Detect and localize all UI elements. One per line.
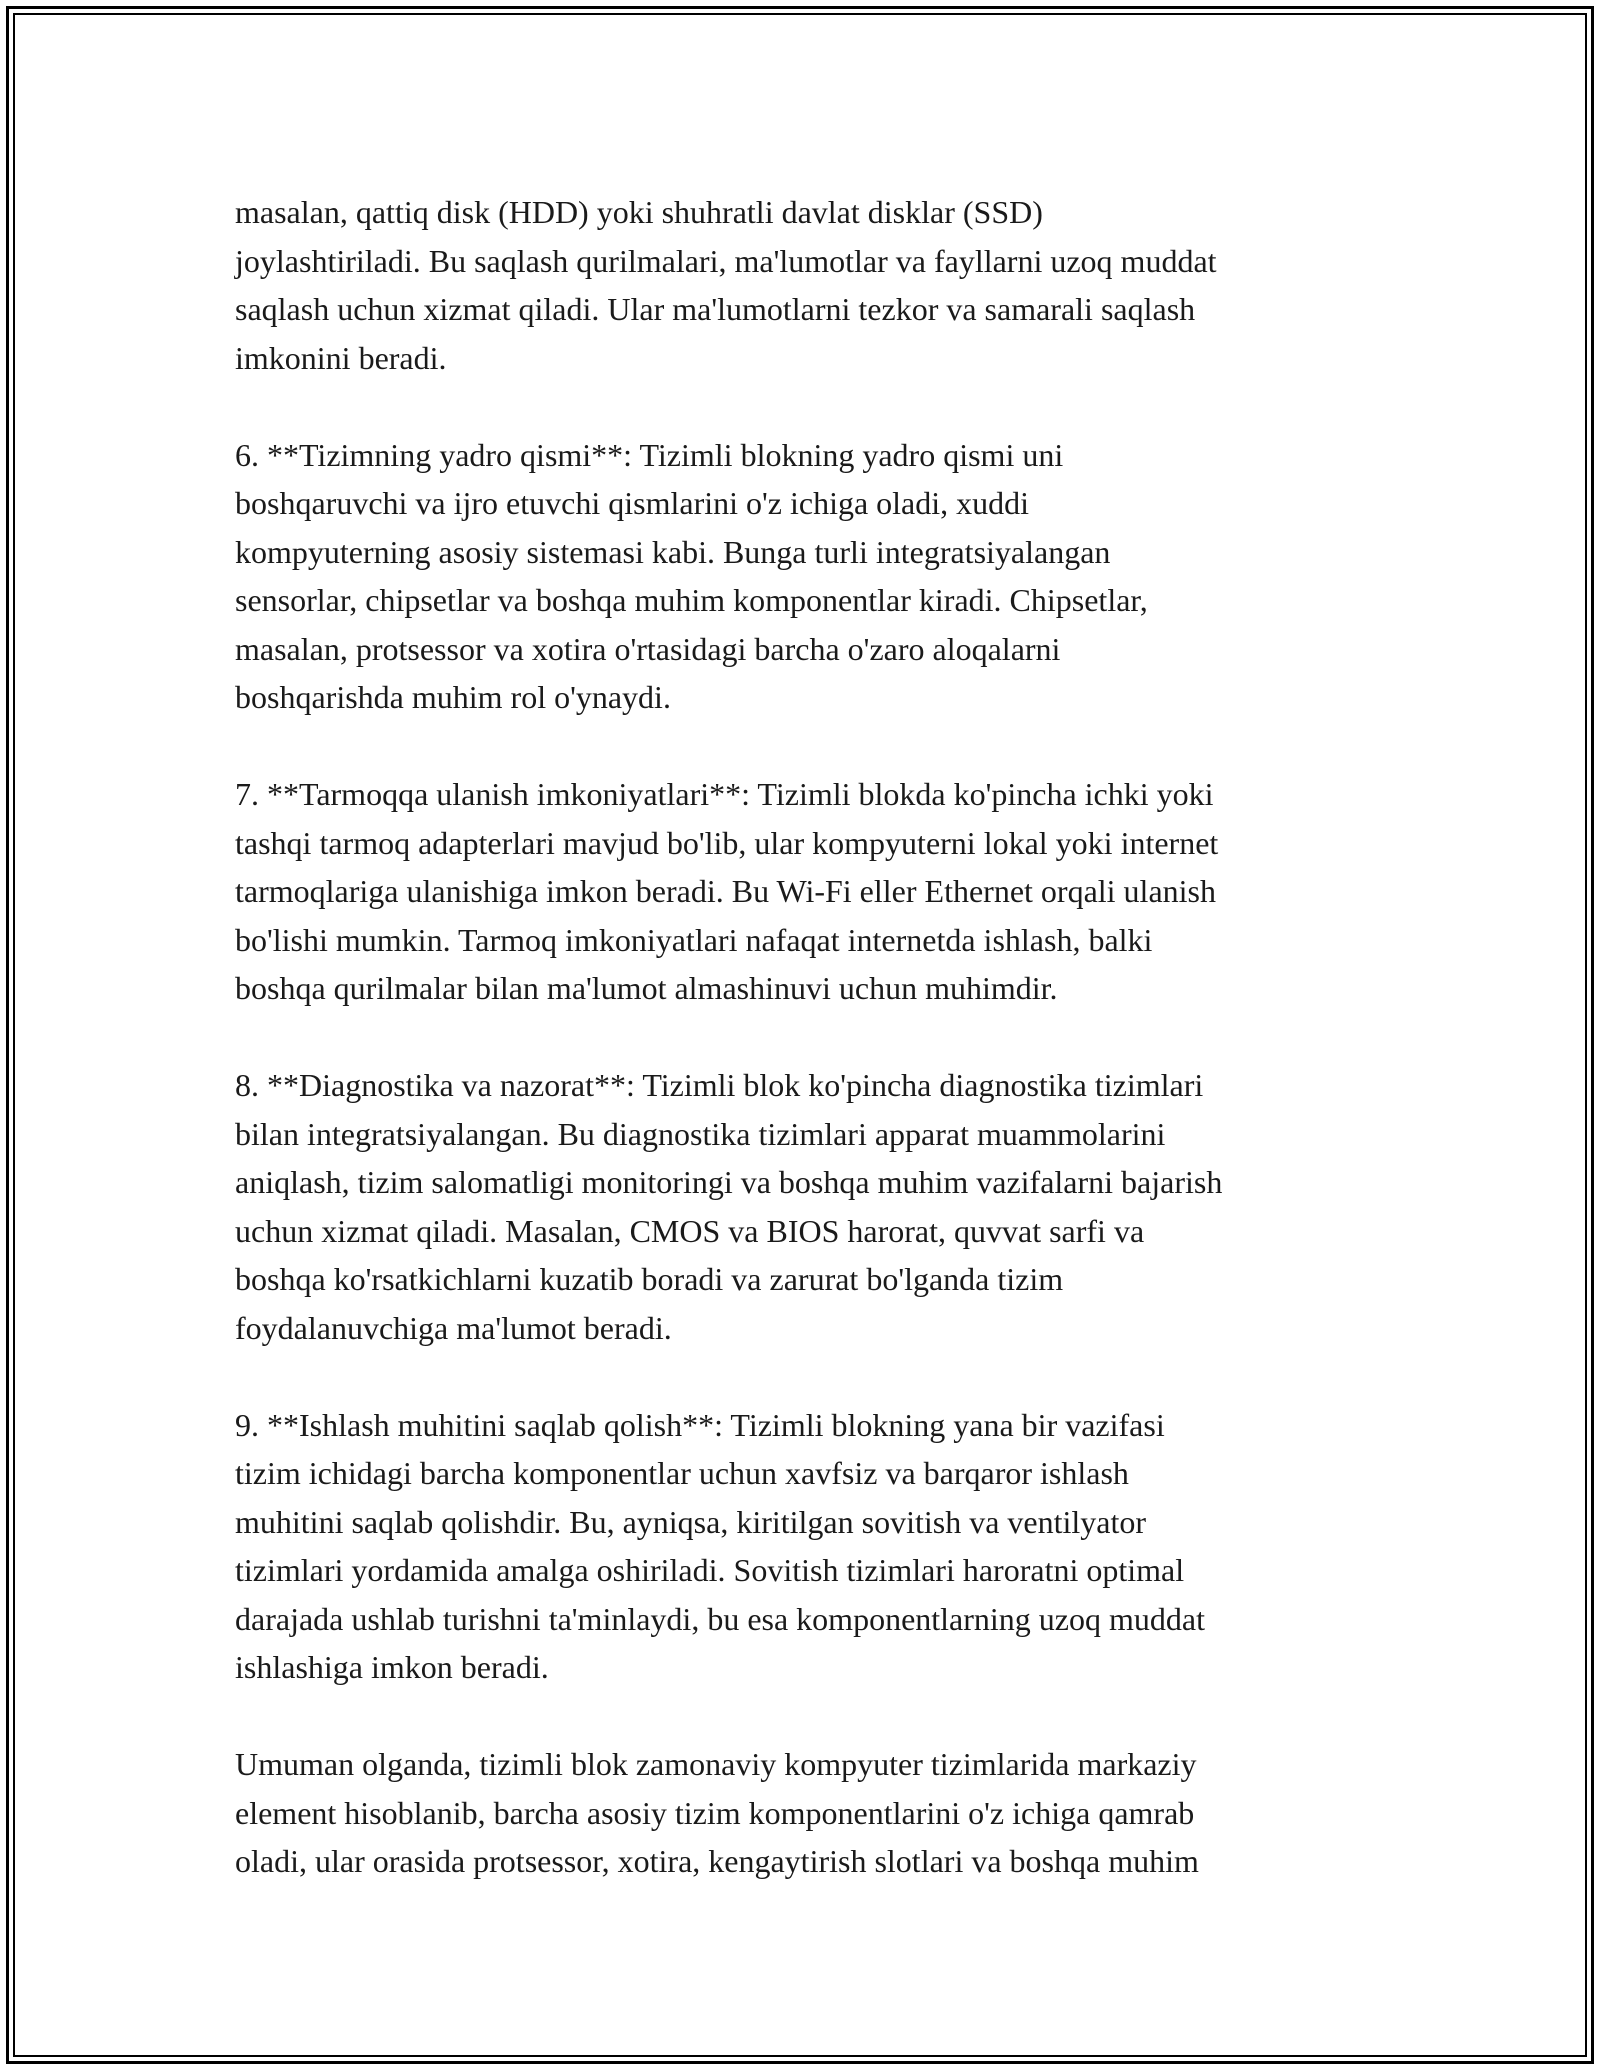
- document-body: [235, 188, 1385, 1886]
- paragraph-item-8-diagnostics: 8. **Diagnostika va nazorat**: Tizimli blok ko'pincha diagnostika tizimlari bilan integratsiyalangan. Bu diagnostika tizimlari apparat muammolarini aniqlash, tizim salomatligi monitoringi va boshqa muhim vazifalarni bajarish uchun xizmat qiladi. Masalan, CMOS va BIOS harorat, quvvat sarfi va boshqa ko'rsatkichlarni kuzatib boradi va zarurat bo'lganda tizim foydalanuvchiga ma'lumot beradi.: [235, 1067, 1223, 1346]
- paragraph-item-7-network: 7. **Tarmoqqa ulanish imkoniyatlari**: Tizimli blokda ko'pincha ichki yoki tashqi tarmoq adapterlari mavjud bo'lib, ular kompyuterni lokal yoki internet tarmoqlariga ulanishiga imkon beradi. Bu Wi-Fi eller Ethernet orqali ulanish bo'lishi mumkin. Tarmoq imkoniyatlari nafaqat internetda ishlash, balki boshqa qurilmalar bilan ma'lumot almashinuvi uchun muhimdir.: [235, 776, 1219, 1006]
- paragraph-summary: Umuman olganda, tizimli blok zamonaviy kompyuter tizimlarida markaziy element hisoblanib, barcha asosiy tizim komponentlarini o'z ichiga qamrab oladi, ular orasida protsessor, xotira, kengaytirish slotlari va boshqa muhim: [235, 1746, 1199, 1879]
- paragraph-item-9-environment: 9. **Ishlash muhitini saqlab qolish**: Tizimli blokning yana bir vazifasi tizim ichidagi barcha komponentlar uchun xavfsiz va barqaror ishlash muhitini saqlab qolishdir. Bu, ayniqsa, kiritilgan sovitish va ventilyator tizimlari yordamida amalga oshiriladi. Sovitish tizimlari haroratni optimal darajada ushlab turishni ta'minlaydi, bu esa komponentlarning uzoq muddat ishlashiga imkon beradi.: [235, 1406, 1205, 1685]
- paragraph-item-6-core: 6. **Tizimning yadro qismi**: Tizimli blokning yadro qismi uni boshqaruvchi va ijro etuvchi qismlarini o'z ichiga oladi, xuddi kompyuterning asosiy sistemasi kabi. Bunga turli integratsiyalangan sensorlar, chipsetlar va boshqa muhim komponentlar kiradi. Chipsetlar, masalan, protsessor va xotira o'rtasidagi barcha o'zaro aloqalarni boshqarishda muhim rol o'ynaydi.: [235, 436, 1148, 715]
- paragraph-storage-continuation: masalan, qattiq disk (HDD) yoki shuhratli davlat disklar (SSD) joylashtiriladi. Bu saqlash qurilmalari, ma'lumotlar va fayllarni uzoq muddat saqlash uchun xizmat qiladi. Ular ma'lumotlarni tezkor va samarali saqlash imkonini beradi.: [235, 194, 1217, 376]
